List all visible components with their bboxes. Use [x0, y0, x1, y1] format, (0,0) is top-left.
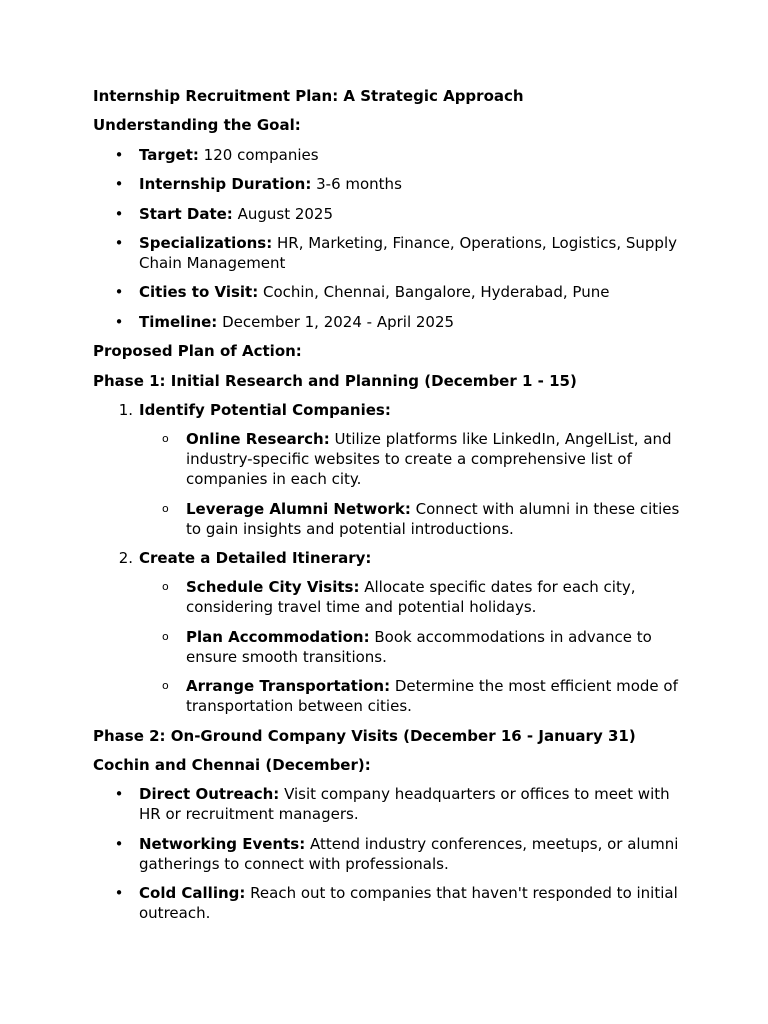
list-item: • Target: 120 companies [114, 145, 319, 164]
phase1-heading: Phase 1: Initial Research and Planning (December 1 - 15) [93, 371, 577, 390]
bullet-icon: • [114, 312, 124, 331]
bullet-icon: • [114, 785, 124, 804]
sub-list-item: o Leverage Alumni Network: Connect with alumni in these cities to gain insights and potential introductions. [162, 499, 680, 538]
sub-list-item: o Plan Accommodation: Book accommodations in advance to ensure smooth transitions. [162, 627, 652, 666]
circle-bullet-icon: o [162, 432, 169, 446]
list-item: • Direct Outreach: Visit company headquarters or offices to meet with HR or recruitment managers. [114, 785, 670, 824]
sub-list-item: o Online Research: Utilize platforms like LinkedIn, AngelList, and industry-specific websites to create a comprehensive list of companies in each city. [162, 430, 672, 489]
list-item: • Specializations: HR, Marketing, Finance, Operations, Logistics, Supply Chain Management [114, 233, 677, 272]
circle-bullet-icon: o [162, 679, 169, 693]
goal-heading: Understanding the Goal: [93, 116, 301, 135]
circle-bullet-icon: o [162, 629, 169, 643]
sub-list-item: o Arrange Transportation: Determine the most efficient mode of transportation between cities. [162, 677, 678, 716]
document-page [93, 86, 693, 933]
circle-bullet-icon: o [162, 501, 169, 515]
list-item: • Networking Events: Attend industry conferences, meetups, or alumni gatherings to connect with professionals. [114, 834, 679, 873]
item-number: 1. [118, 400, 133, 419]
bullet-icon: • [114, 145, 124, 164]
bullet-icon: • [114, 175, 124, 194]
item-number: 2. [118, 549, 133, 568]
sub-list [93, 429, 693, 538]
goal-list [93, 145, 693, 332]
document-title: Internship Recruitment Plan: A Strategic Approach [93, 87, 524, 105]
list-item: • Cold Calling: Reach out to companies that haven't responded to initial outreach. [114, 884, 678, 923]
sub-list-item: o Schedule City Visits: Allocate specific dates for each city, considering travel time and potential holidays. [162, 578, 636, 617]
list-item: • Timeline: December 1, 2024 - April 2025 [114, 312, 455, 331]
phase2-subheading: Cochin and Chennai (December): [93, 756, 371, 775]
numbered-item: 2. Create a Detailed Itinerary: o Schedule City Visits: Allocate specific dates for each city, considering travel time and potential holidays. o Plan Accommodation: Book accommodations in advance to ensure smooth transitions. o Arrange Transportation: Determine the most efficient mode of transportation between cities. [93, 548, 693, 716]
bullet-icon: • [114, 233, 124, 252]
sub-list [93, 577, 693, 716]
plan-heading: Proposed Plan of Action: [93, 342, 302, 361]
numbered-item: 1. Identify Potential Companies: o Online Research: Utilize platforms like LinkedIn, AngelList, and industry-specific websites to create a comprehensive list of companies in each city. o Leverage Alumni Network: Connect with alumni in these cities to gain insights and potential introductions. [93, 400, 693, 539]
phase1-steps [93, 400, 693, 716]
bullet-icon: • [114, 884, 124, 903]
list-item: • Start Date: August 2025 [114, 204, 334, 223]
list-item: • Cities to Visit: Cochin, Chennai, Bangalore, Hyderabad, Pune [114, 283, 610, 302]
phase2-list [93, 784, 693, 923]
bullet-icon: • [114, 204, 124, 223]
bullet-icon: • [114, 283, 124, 302]
bullet-icon: • [114, 834, 124, 853]
list-item: • Internship Duration: 3-6 months [114, 175, 402, 194]
circle-bullet-icon: o [162, 580, 169, 594]
phase2-heading: Phase 2: On-Ground Company Visits (December 16 - January 31) [93, 726, 636, 745]
